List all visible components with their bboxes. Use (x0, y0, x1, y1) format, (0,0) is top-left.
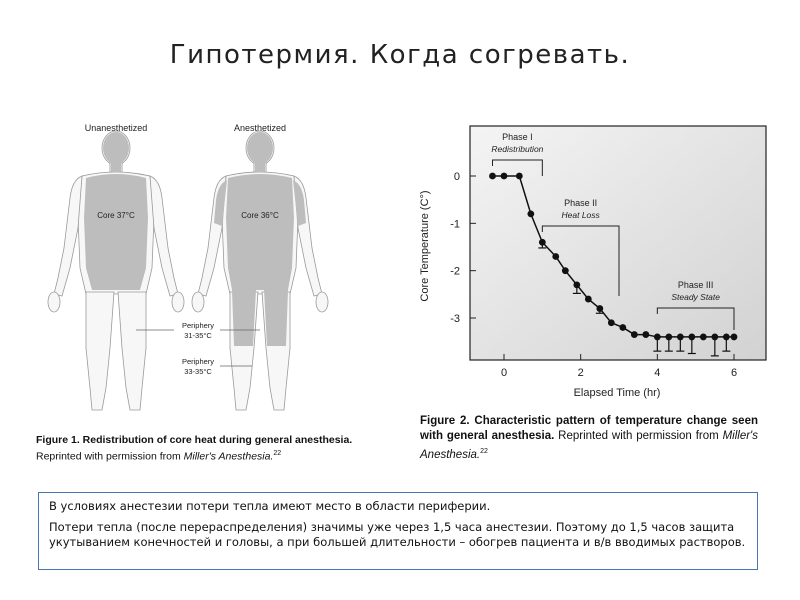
data-point (608, 319, 615, 326)
y-tick-label: -2 (450, 265, 460, 278)
figure1-caption-source: Miller's Anesthesia. (183, 450, 274, 463)
label-periphery2-line1: Periphery (181, 357, 215, 366)
data-point (619, 324, 626, 331)
x-tick-label: 0 (500, 367, 508, 379)
figure1-caption (36, 434, 366, 464)
data-point (631, 331, 638, 338)
phase-sublabel: Redistribution (491, 144, 544, 154)
data-point (562, 267, 569, 274)
figure2-caption-reprint: Reprinted with permission from (554, 430, 723, 442)
phase-sublabel: Steady State (671, 292, 721, 302)
figure2-caption-title: Figure 2. Characteristic pattern of temperature change seen with general anesthesia. (420, 415, 758, 442)
figure2-caption (420, 414, 758, 463)
phase-label: Phase II (564, 198, 598, 208)
note-paragraph-2: Потери тепла (после перераспределения) значимы уже через 1,5 часа анестезии. Поэтому до 1,5 часов защита укутыванием конечностей и головы, а при большей длительности – обогрев пациента и в/в вводимых растворов. (49, 520, 746, 549)
figure2-caption-ref: 22 (480, 448, 488, 455)
slide-title: Гипотермия. Когда согревать. (169, 40, 631, 70)
figure1-caption-title: Figure 1. Redistribution of core heat during general anesthesia. (36, 434, 353, 446)
data-point (539, 239, 546, 246)
figure2-temperature-chart (412, 118, 774, 408)
note-box (38, 492, 758, 570)
y-axis-label: Core Temperature (C°) (419, 190, 431, 302)
label-periphery1-line2: 31-35°C (184, 331, 212, 340)
figure1-caption-ref: 22 (273, 450, 282, 457)
label-core-left: Core 37°C (97, 211, 135, 220)
data-point (585, 296, 592, 303)
data-point (642, 331, 649, 338)
data-point (573, 281, 580, 288)
label-anesthetized: Anesthetized (233, 123, 287, 133)
label-periphery2-line2: 33-35°C (184, 367, 212, 376)
data-point (552, 253, 559, 260)
data-point (527, 210, 534, 217)
x-axis-label: Elapsed Time (hr) (573, 387, 661, 399)
x-tick-label: 6 (730, 367, 738, 379)
label-unanesthetized: Unanesthetized (84, 123, 148, 133)
y-tick-label: -1 (450, 218, 460, 231)
phase-label: Phase I (502, 132, 533, 142)
data-point (723, 334, 730, 341)
data-point (665, 334, 672, 341)
y-tick-label: -3 (450, 313, 460, 325)
body-anesthetized (192, 131, 328, 410)
data-point (700, 334, 707, 341)
x-tick-label: 2 (577, 367, 584, 379)
data-point (501, 173, 508, 180)
data-point (654, 334, 661, 341)
label-periphery1-line1: Periphery (181, 321, 215, 330)
body-unanesthetized (48, 131, 184, 410)
x-tick-label: 4 (654, 367, 661, 379)
phase-label: Phase III (677, 280, 714, 290)
note-paragraph-1: В условиях анестезии потери тепла имеют место в области периферии. (49, 499, 491, 513)
data-point (731, 334, 738, 341)
y-tick-label: 0 (453, 171, 460, 183)
figure1-caption-reprint: Reprinted with permission from (36, 450, 184, 463)
phase-sublabel: Heat Loss (561, 210, 600, 220)
data-point (596, 305, 603, 312)
data-point (711, 334, 718, 341)
label-core-right: Core 36°C (241, 211, 279, 220)
data-point (489, 173, 496, 180)
figure2-caption-source: Miller's Anesthesia. (420, 430, 758, 461)
data-point (688, 334, 695, 341)
data-point (677, 334, 684, 341)
data-point (516, 173, 523, 180)
figure1-body-diagram (28, 118, 348, 418)
